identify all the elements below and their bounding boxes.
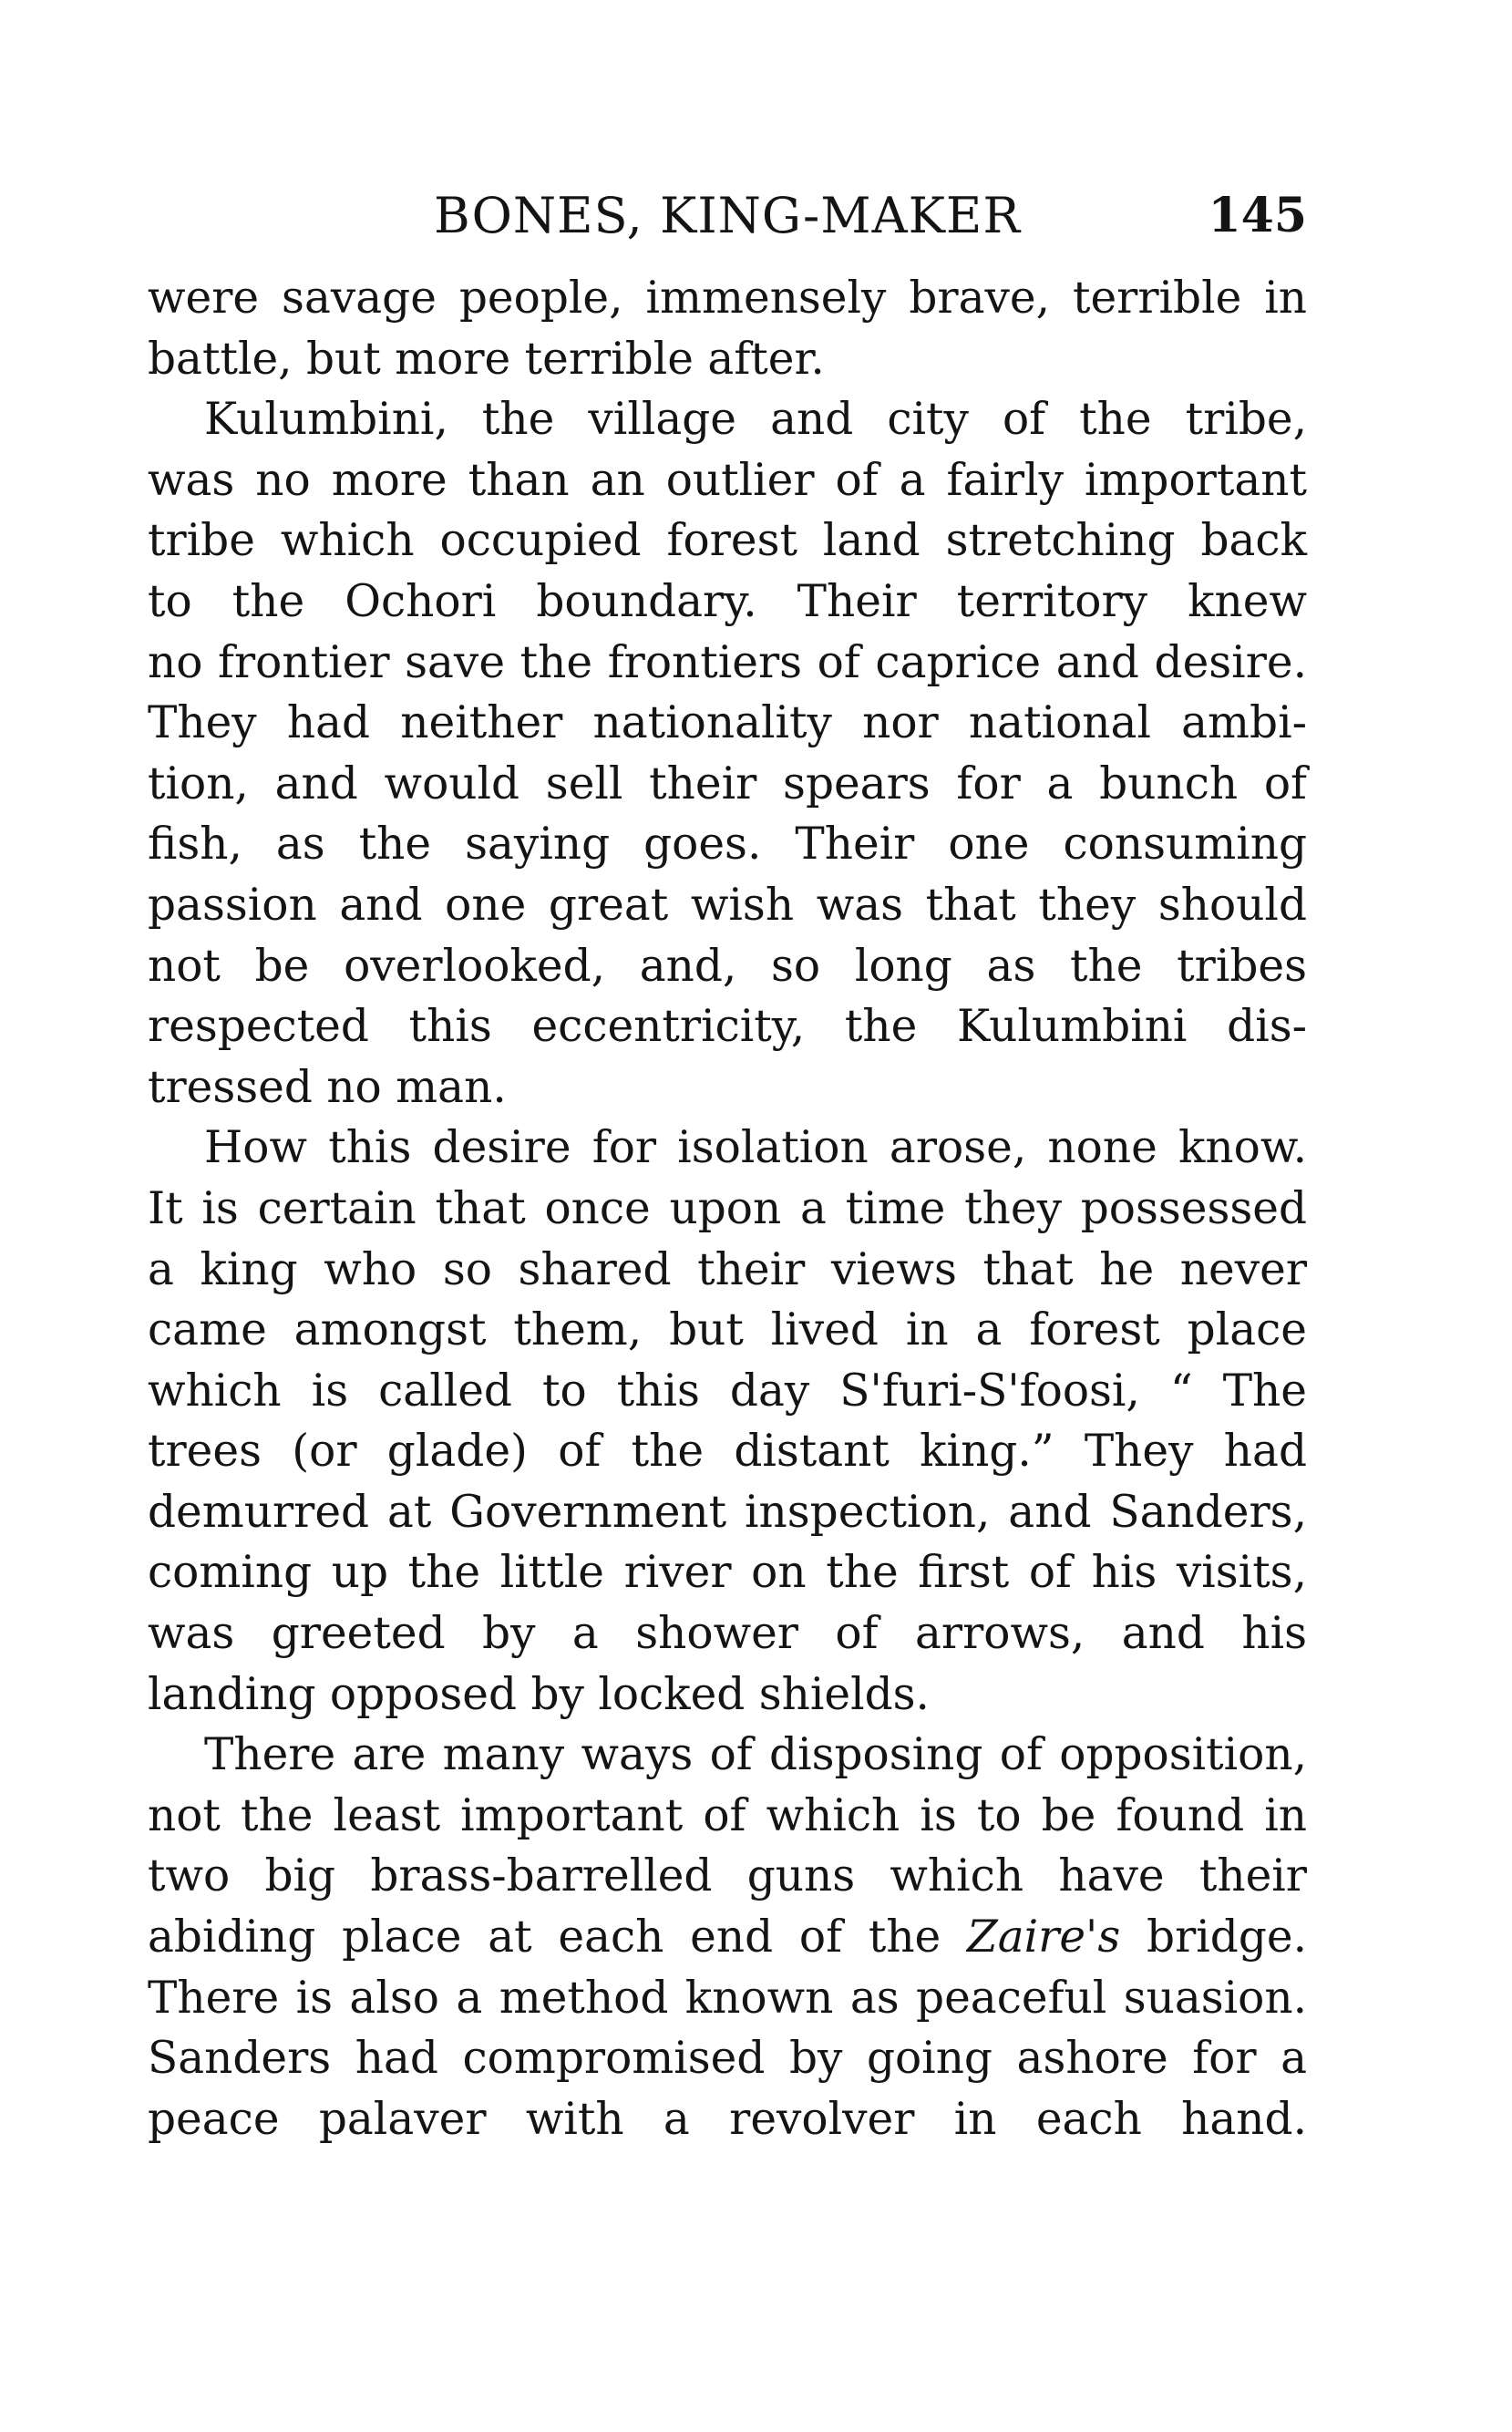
text-line: tribe which occupied forest land stretching back	[148, 515, 1307, 567]
text-line: which is called to this day S'furi-S'foosi, “ The	[148, 1365, 1307, 1417]
text-line: tion, and would sell their spears for a bunch of	[148, 757, 1307, 809]
running-head	[148, 182, 1307, 250]
body-text	[148, 268, 1307, 2149]
paragraph-3	[148, 1118, 1307, 1725]
text-line: They had neither nationality nor national ambi-	[148, 697, 1307, 749]
text-line: There are many ways of disposing of opposition,	[204, 1729, 1307, 1781]
text-line: was no more than an outlier of a fairly important	[148, 454, 1307, 506]
text-line: passion and one great wish was that they should	[148, 879, 1307, 931]
book-page	[148, 182, 1307, 2149]
text-line: fish, as the saying goes. Their one consuming	[148, 819, 1307, 871]
text-fragment: bridge.	[1120, 1912, 1307, 1963]
text-line: Sanders had compromised by going ashore for a	[148, 2033, 1307, 2085]
text-line: tressed no man.	[148, 1061, 507, 1113]
text-line: demurred at Government inspection, and Sanders,	[148, 1486, 1307, 1538]
running-title: BONES, KING-MAKER	[433, 187, 1022, 244]
text-line: two big brass-barrelled guns which have their	[148, 1850, 1307, 1902]
text-line: a king who so shared their views that he never	[148, 1243, 1307, 1295]
text-line: How this desire for isolation arose, none know.	[204, 1122, 1307, 1174]
paragraph-4	[148, 1725, 1307, 2149]
text-line-with-italic	[148, 1907, 1307, 1968]
text-line: respected this eccentricity, the Kulumbini dis-	[148, 1001, 1307, 1053]
paragraph-1	[148, 268, 1307, 389]
text-line: coming up the little river on the first of his visits,	[148, 1547, 1307, 1599]
text-line: came amongst them, but lived in a forest place	[148, 1304, 1307, 1356]
text-line: peace palaver with a revolver in each hand.	[148, 2093, 1307, 2145]
ship-name-italic: Zaire's	[967, 1912, 1121, 1963]
text-line: It is certain that once upon a time they possessed	[148, 1182, 1307, 1234]
text-line: battle, but more terrible after.	[148, 333, 825, 385]
text-fragment: abiding place at each end of the	[148, 1912, 968, 1963]
text-line: were savage people, immensely brave, terrible in	[148, 273, 1307, 324]
text-line: Kulumbini, the village and city of the tribe,	[204, 394, 1307, 446]
text-line: not the least important of which is to be found in	[148, 1789, 1307, 1841]
text-line: There is also a method known as peaceful suasion.	[148, 1972, 1307, 2024]
paragraph-2	[148, 389, 1307, 1118]
text-line: was greeted by a shower of arrows, and his	[148, 1608, 1307, 1660]
text-line: no frontier save the frontiers of caprice and desire.	[148, 636, 1307, 688]
text-line: not be overlooked, and, so long as the tribes	[148, 940, 1307, 992]
text-line: to the Ochori boundary. Their territory knew	[148, 575, 1307, 627]
page-number: 145	[1208, 188, 1307, 243]
text-line: trees (or glade) of the distant king.” They had	[148, 1426, 1307, 1478]
text-line: landing opposed by locked shields.	[148, 1668, 930, 1720]
